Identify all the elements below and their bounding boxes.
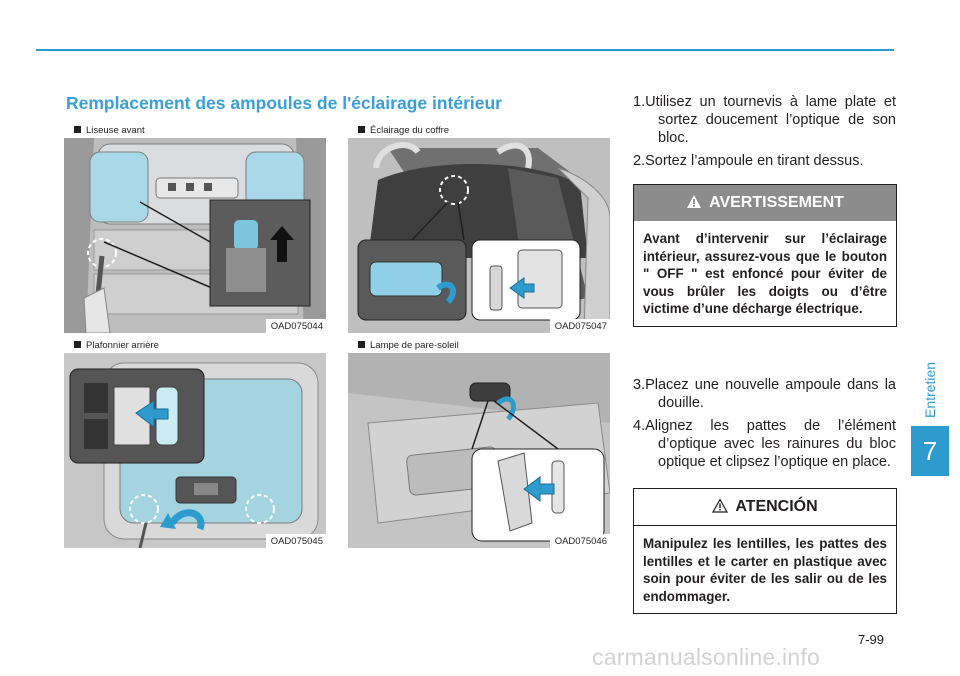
figure-plafonnier-arriere [64,338,326,548]
step-1: 1.Utilisez un tournevis à lame plate et sortez doucement l’optique de son bloc. [633,94,896,146]
front-reading-lamp-illustration [64,138,326,333]
warning-triangle-icon [686,194,702,209]
section-title: Remplacement des ampoules de l'éclairage intérieur [66,93,502,113]
figure-code: OAD075044 [266,319,326,333]
figure-code: OAD075045 [266,534,326,548]
warning-text: Avant d’intervenir sur l’éclairage intérieur, assurez-vous que le bouton " OFF " est enfoncé pour éviter de vous brûler les doigts ou d’être victime d’une décharge électrique. [643,231,887,316]
caution-box [633,488,897,614]
figure-code: OAD075046 [550,534,610,548]
sun-visor-lamp-illustration [348,353,610,548]
step-4: 4.Alignez les pattes de l’élément d’optique avec les rainures du bloc optique et clipsez l’optique en place. [633,418,896,470]
warning-header [634,185,896,221]
figure-caption: Éclairage du coffre [348,123,610,138]
chapter-label: Entretien [922,361,938,419]
step-3: 3.Placez une nouvelle ampoule dans la douille. [633,377,896,411]
figure-caption: Lampe de pare-soleil [348,338,610,353]
steps-top [633,93,896,175]
caution-header [634,489,896,526]
warning-box [633,184,897,327]
caution-text: Manipulez les lentilles, les pattes des lentilles et le carter en plastique avec soin pour éviter de les salir ou de les endommager. [643,536,887,604]
caution-triangle-icon [712,498,728,513]
trunk-lamp-illustration [348,138,610,333]
figure-code: OAD075047 [550,319,610,333]
watermark: carmanualsonline.info [592,644,820,670]
top-rule [36,49,894,51]
steps-bottom [633,376,896,476]
page-number: 7-99 [858,632,885,647]
step-2: 2.Sortez l’ampoule en tirant dessus. [633,153,864,169]
caution-title: ATENCIÓN [735,498,818,515]
chapter-tab: 7 [911,426,949,476]
figure-eclairage-coffre [348,123,610,333]
warning-title: AVERTISSEMENT [709,194,844,211]
rear-dome-lamp-illustration [64,353,326,548]
figure-caption: Plafonnier arrière [64,338,326,353]
figure-caption: Liseuse avant [64,123,326,138]
figure-liseuse-avant [64,123,326,333]
figure-lampe-pare-soleil [348,338,610,548]
